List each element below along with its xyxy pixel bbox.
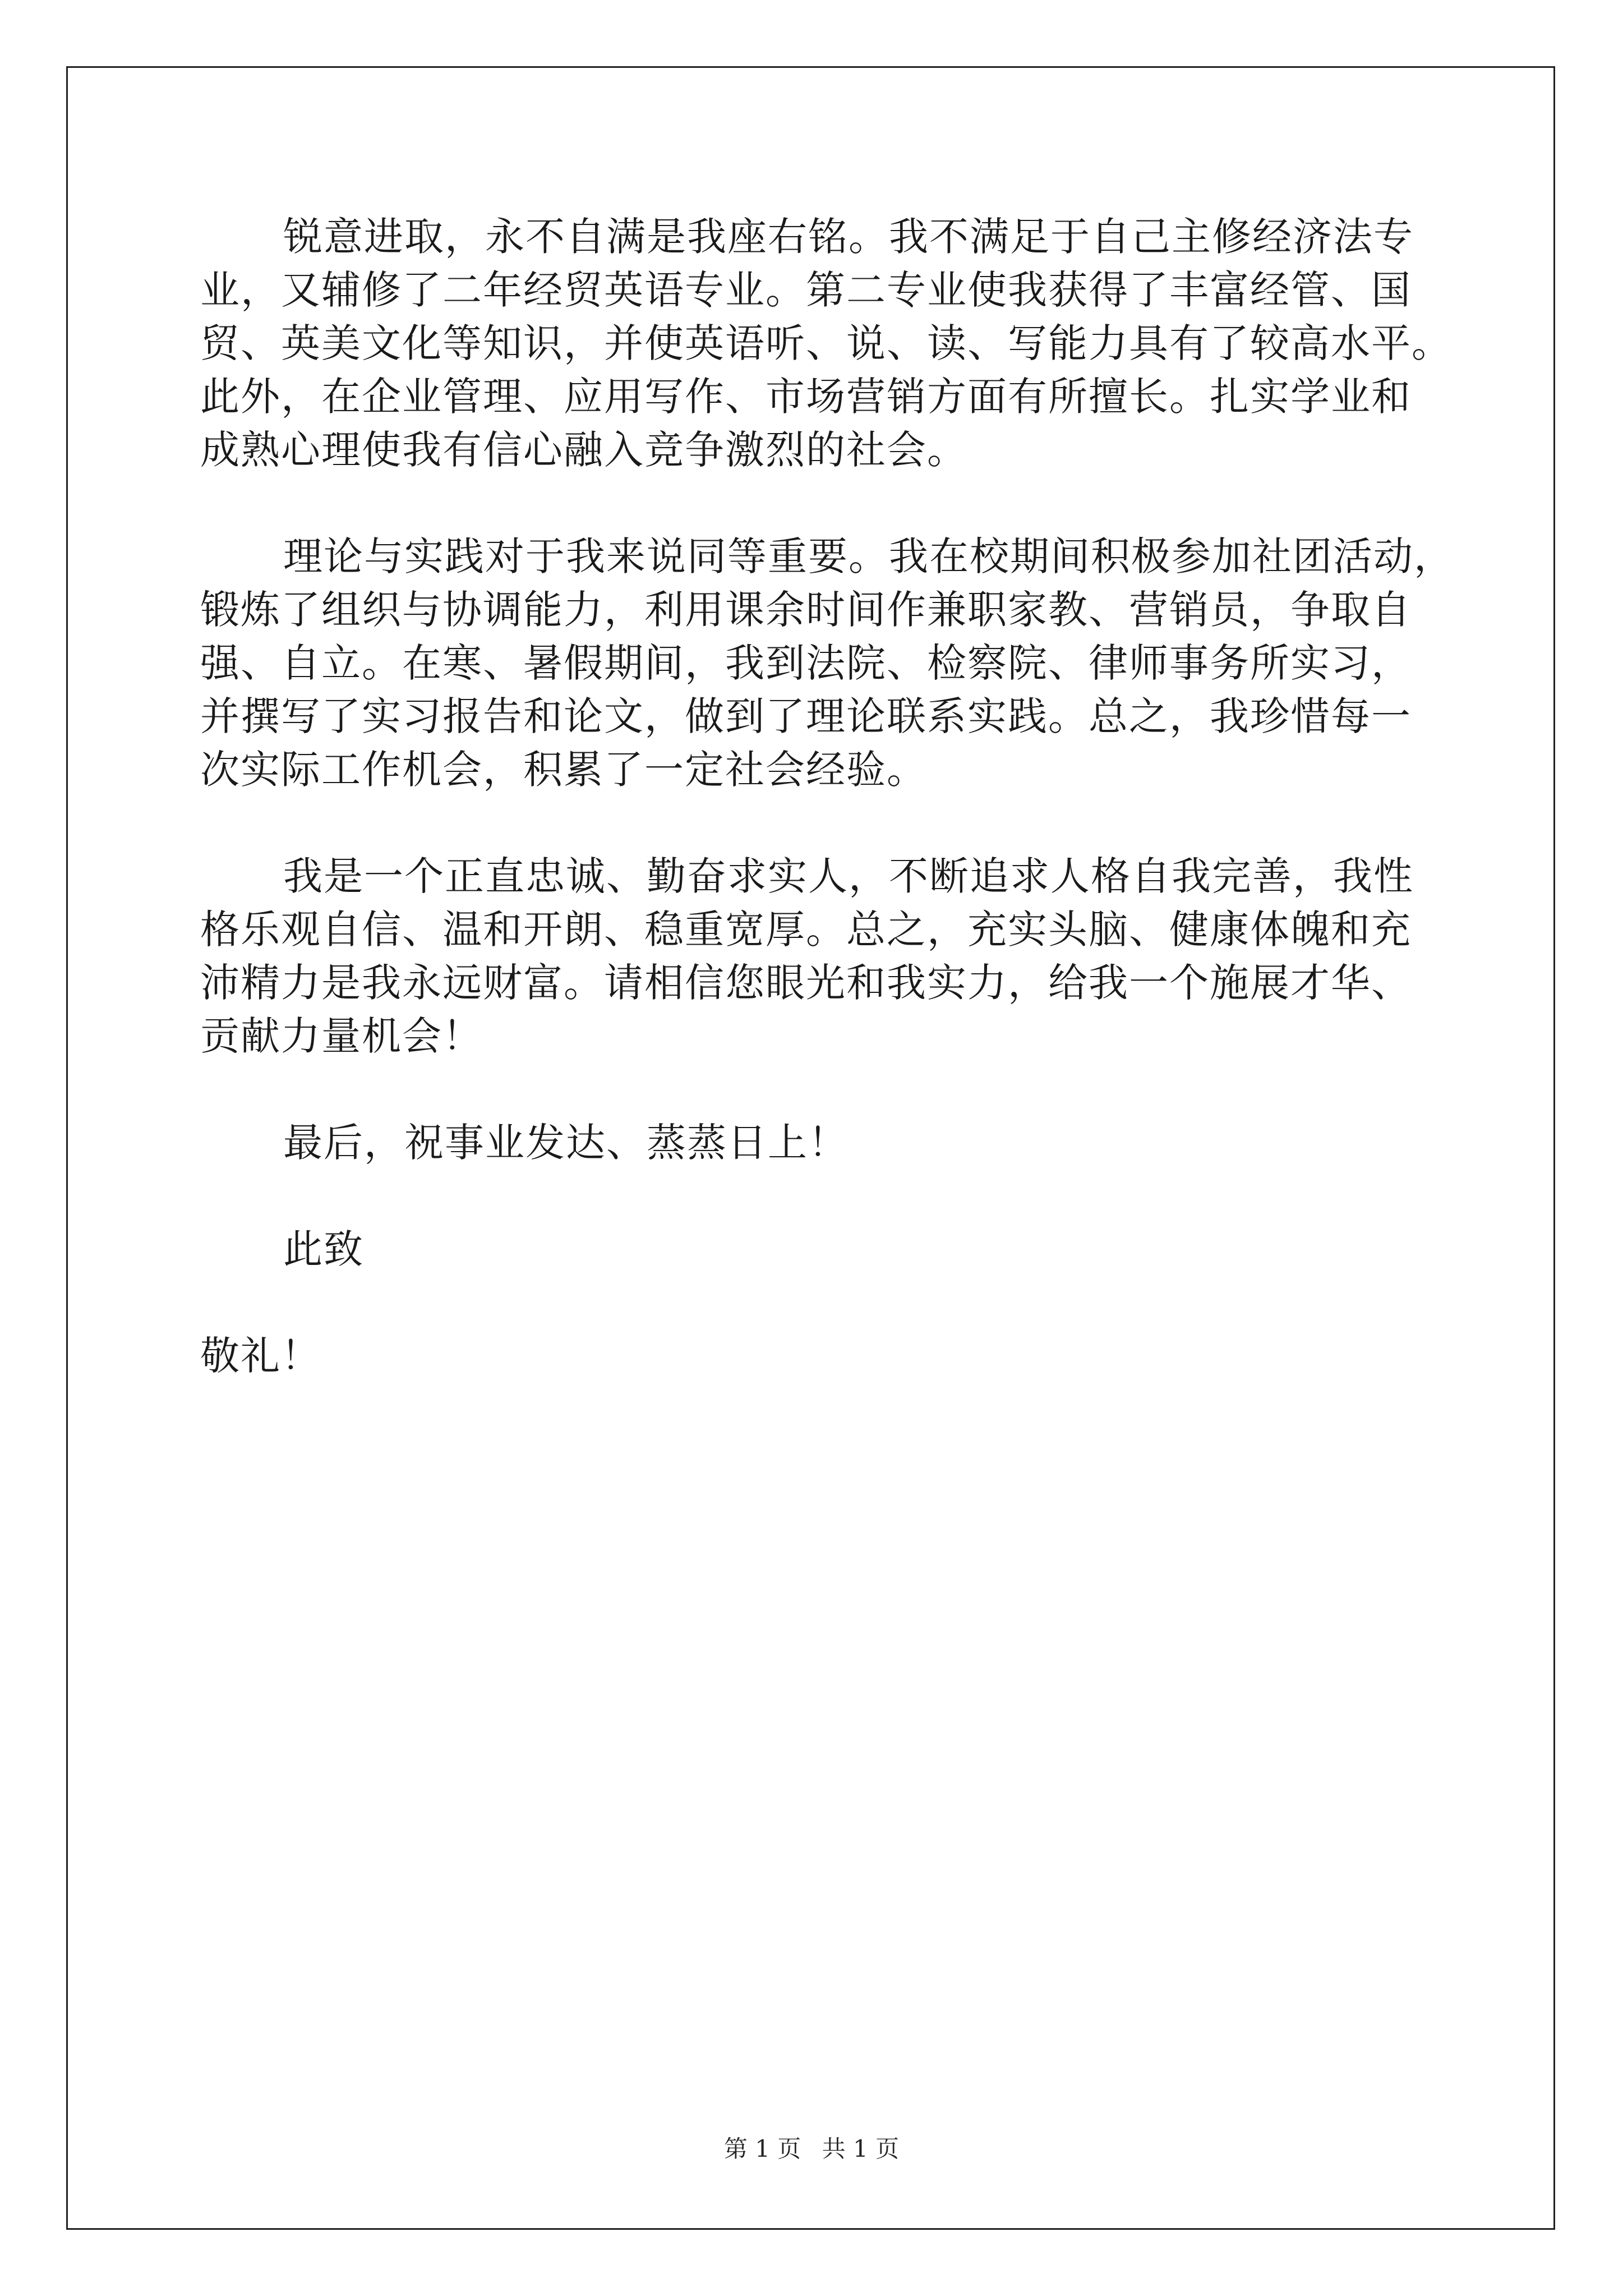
page-footer: [0, 2135, 1623, 2163]
paragraph-3: [200, 850, 1434, 1063]
paragraph-line: 格乐观自信、温和开朗、稳重宽厚。总之，充实头脑、健康体魄和充: [200, 907, 1412, 953]
paragraph-line: 业，又辅修了二年经贸英语专业。第二专业使我获得了丰富经管、国: [200, 267, 1412, 313]
paragraph-line: 我是一个正直忠诚、勤奋求实人，不断追求人格自我完善，我性: [283, 853, 1414, 899]
paragraph-line: 强、自立。在寒、暑假期间，我到法院、检察院、律师事务所实习，: [200, 640, 1412, 686]
closing-phrase: 此致: [283, 1226, 364, 1272]
paragraph-line: 成熟心理使我有信心融入竞争激烈的社会。: [200, 427, 967, 473]
paragraph-line: 贸、英美文化等知识，并使英语听、说、读、写能力具有了较高水平。: [200, 320, 1452, 366]
paragraph-line: 此外，在企业管理、应用写作、市场营销方面有所擅长。扎实学业和: [200, 374, 1412, 420]
page-total: 共 1 页: [822, 2135, 900, 2162]
paragraph-2: [200, 530, 1454, 797]
letter-body: [200, 210, 1454, 1383]
page-number: 第 1 页: [723, 2135, 801, 2162]
paragraph-line: 理论与实践对于我来说同等重要。我在校期间积极参加社团活动，: [283, 533, 1454, 579]
paragraph-line: 锐意进取，永不自满是我座右铭。我不满足于自己主修经济法专: [283, 214, 1414, 260]
paragraph-line: 贡献力量机会！: [200, 1013, 483, 1059]
closing-wish: 最后，祝事业发达、蒸蒸日上！: [283, 1120, 849, 1166]
paragraph-1: [200, 210, 1452, 477]
paragraph-line: 沛精力是我永远财富。请相信您眼光和我实力，给我一个施展才华、: [200, 960, 1412, 1006]
salutation: 敬礼！: [200, 1333, 321, 1379]
paragraph-line: 锻炼了组织与协调能力，利用课余时间作兼职家教、营销员，争取自: [200, 587, 1412, 633]
paragraph-line: 并撰写了实习报告和论文，做到了理论联系实践。总之，我珍惜每一: [200, 693, 1412, 739]
paragraph-line: 次实际工作机会，积累了一定社会经验。: [200, 747, 927, 793]
